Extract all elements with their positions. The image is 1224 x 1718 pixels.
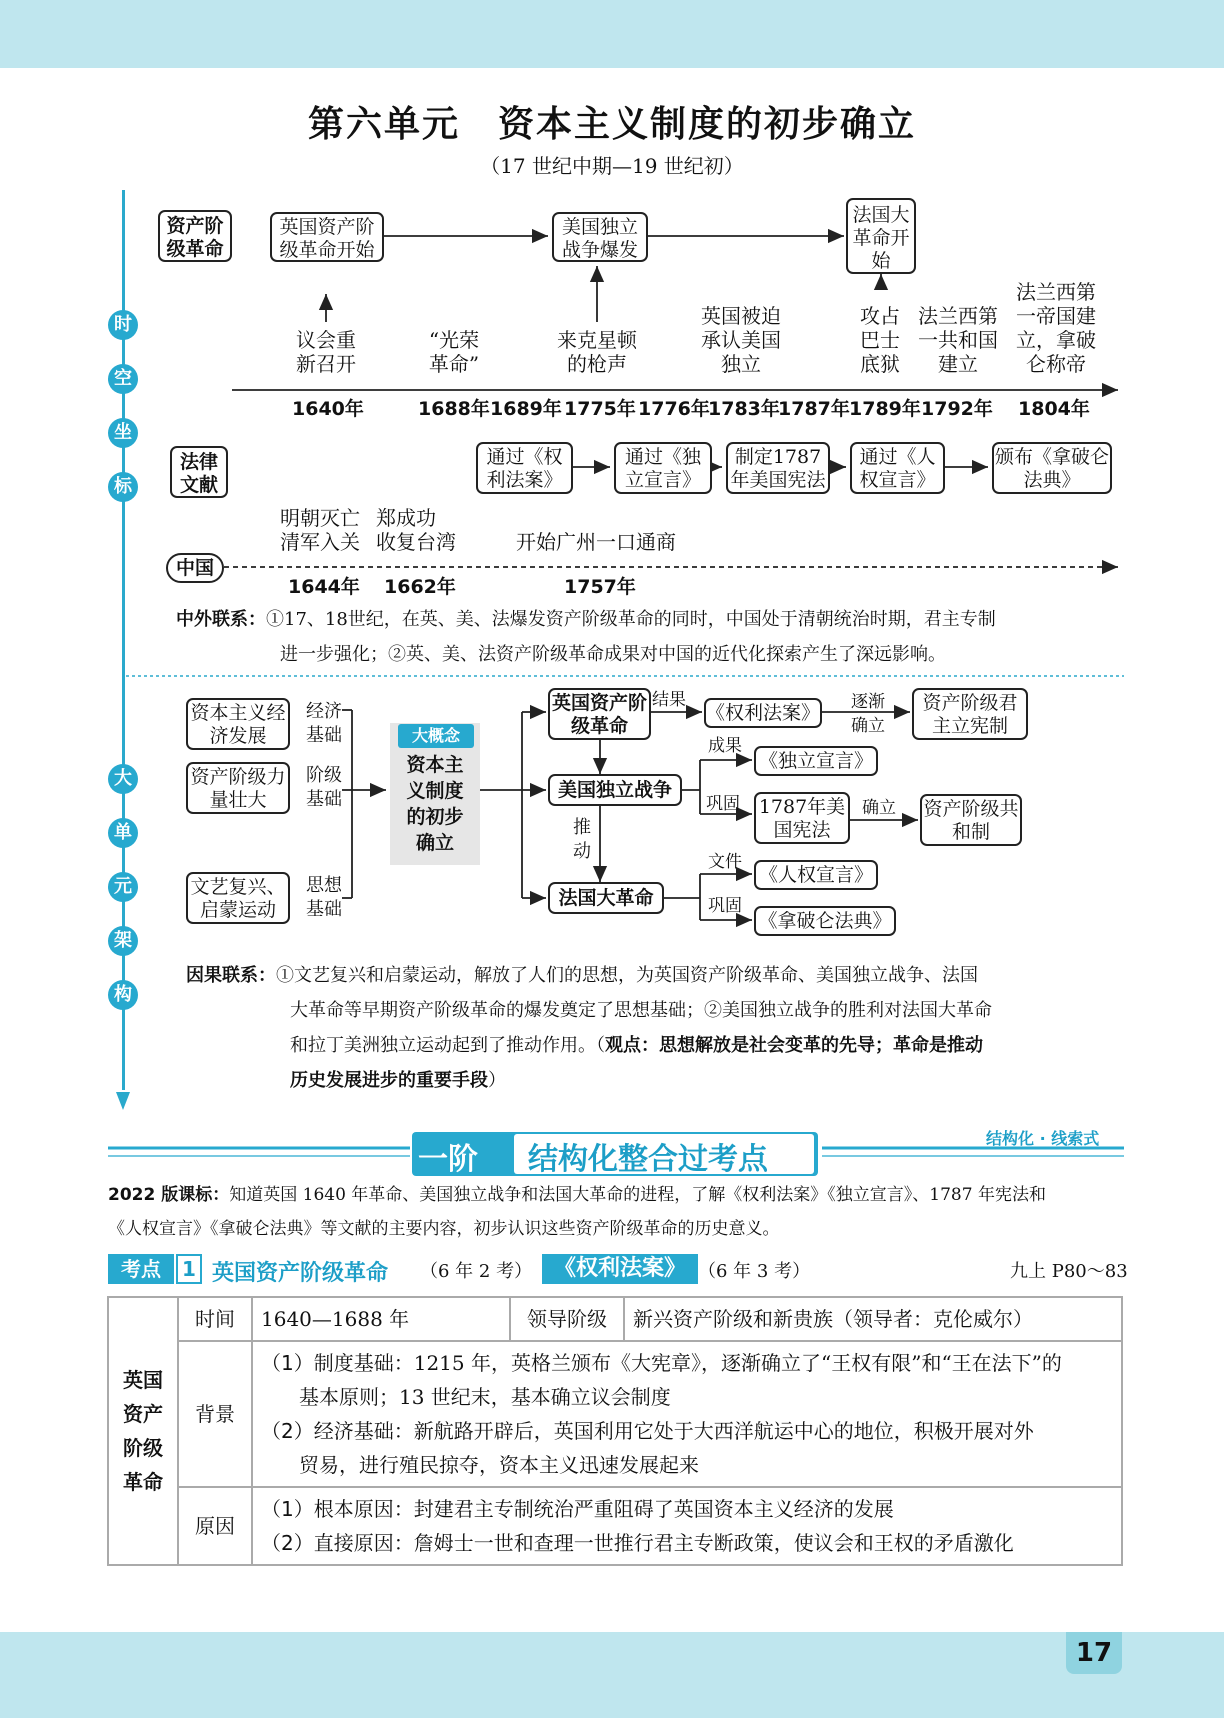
standard-text-1: 知道英国 1640 年革命、美国独立战争和法国大革命的进程，了解《权利法案》《独立宣言》、1787 年宪法和 [229, 1185, 1046, 1205]
edge-label: 巩固 [706, 794, 740, 814]
doc-box-text: 制定1787年美国宪法 [730, 446, 826, 491]
standard-text-2: 《人权宣言》《拿破仑法典》等文献的主要内容，初步认识这些资产阶级革命的历史意义。 [108, 1219, 780, 1239]
section-tagline: 结构化 · 线索式 [986, 1129, 1100, 1148]
page-number: 17 [1066, 1632, 1122, 1674]
link-text-2: 进一步强化；②英、美、法资产阶级革命成果对中国的近代化探索产生了深远影响。 [280, 644, 946, 665]
doc-box [992, 442, 1112, 494]
year-label: 1640年 [292, 398, 364, 420]
input-box-text: 文艺复兴、启蒙运动 [190, 876, 286, 921]
input-tag: 阶级基础 [306, 765, 342, 810]
big-concept-tag: 大概念 [398, 724, 474, 748]
china-event: 开始广州一口通商 [516, 530, 676, 554]
edge-label: 成果 [708, 736, 742, 756]
background-cell [252, 1341, 1122, 1487]
key-point-doc: 《权利法案》 [542, 1254, 698, 1284]
rights-of-man-node-text: 《人权宣言》 [758, 864, 873, 886]
french-revolution-box [846, 198, 916, 274]
side-label-char: 大 [108, 764, 138, 794]
english-revolution-node [548, 688, 651, 740]
cause2-key: （2）直接原因： [261, 1531, 414, 1555]
background-header: 背景 [178, 1341, 252, 1487]
push-label: 推动 [573, 817, 591, 862]
side-label-char: 元 [108, 872, 138, 902]
page-subtitle: （17 世纪中期—19 世纪初） [480, 154, 744, 178]
napoleonic-code-node [754, 906, 896, 936]
event-label: 来克星顿 的枪声 [557, 328, 637, 376]
input-box [186, 762, 290, 814]
french-revolution-node-text: 法国大革命 [558, 887, 654, 909]
declaration-node [754, 746, 878, 776]
doc-box [614, 442, 712, 494]
doc-box-text: 通过《人权宣言》 [859, 446, 936, 491]
documents-row-label-text: 法律文献 [179, 451, 218, 496]
row-header-cell [108, 1297, 178, 1565]
documents-row-label [170, 446, 228, 498]
year-label: 1792年 [921, 398, 993, 420]
year-label: 1776年 [638, 398, 710, 420]
year-label: 1775年 [564, 398, 636, 420]
link-text-1: ①17、18世纪，在英、美、法爆发资产阶级革命的同时，中国处于清朝统治时期，君主专制 [266, 609, 996, 630]
constitution-node [754, 792, 850, 844]
cause-line-3a: 和拉丁美洲独立运动起到了推动作用。（ [290, 1035, 605, 1056]
american-war-box-text: 美国独立战争爆发 [561, 216, 638, 261]
big-concept-text: 资本主义制度的初步确立 [406, 754, 464, 854]
time-header: 时间 [178, 1297, 252, 1341]
edge-label: 文件 [708, 852, 742, 872]
key-point-number: 1 [176, 1254, 202, 1284]
china-year: 1757年 [564, 576, 636, 598]
china-event: 郑成功 收复台湾 [376, 506, 456, 554]
cause1-value: 封建君主专制统治严重阻碍了英国资本主义经济的发展 [413, 1497, 894, 1521]
bg2-value-2: 贸易，进行殖民掠夺，资本主义迅速发展起来 [299, 1453, 699, 1477]
event-label: 议会重 新召开 [296, 328, 356, 376]
section-banner-stage: 一阶 [418, 1142, 478, 1177]
bg1-key: （1）制度基础： [261, 1351, 414, 1375]
american-war-node [548, 774, 682, 806]
china-label [166, 553, 224, 583]
republic-node-text: 资产阶级共和制 [923, 798, 1019, 843]
causal-link [186, 958, 1126, 1098]
american-war-node-text: 美国独立战争 [557, 779, 672, 801]
side-label-char: 构 [108, 980, 138, 1010]
year-label: 1689年 [490, 398, 562, 420]
constitutional-monarchy-node [912, 688, 1028, 740]
cause1-key: （1）根本原因： [261, 1497, 414, 1521]
edge-label: 确立 [862, 798, 896, 818]
section-banner-title: 结构化整合过考点 [528, 1142, 768, 1177]
china-year: 1662年 [384, 576, 456, 598]
page-title: 第六单元 资本主义制度的初步确立 [307, 104, 916, 145]
china-event: 明朝灭亡 清军入关 [280, 506, 360, 554]
cause2-value: 詹姆士一世和查理一世推行君主专断政策，使议会和王权的矛盾激化 [413, 1531, 1014, 1555]
cause-title: 因果联系： [186, 965, 276, 986]
china-label-text: 中国 [175, 557, 214, 579]
side-label-char: 标 [108, 472, 138, 502]
year-label: 1789年 [849, 398, 921, 420]
input-box-text: 资产阶级力量壮大 [190, 766, 286, 811]
input-box [186, 698, 290, 750]
textbook-reference: 九上 P80～83 [1010, 1261, 1128, 1282]
link-title: 中外联系： [176, 609, 266, 630]
revolution-row-label [158, 210, 232, 262]
event-label: 法兰西第 一帝国建 立，拿破 仑称帝 [1016, 280, 1096, 376]
cause-line-4: 历史发展进步的重要手段 [290, 1070, 488, 1091]
year-label: 1688年 [418, 398, 490, 420]
republic-node [920, 794, 1022, 846]
english-revolution-node-text: 英国资产阶级革命 [551, 692, 647, 737]
event-label: 法兰西第 一共和国 建立 [918, 304, 998, 376]
key-point-title: 英国资产阶级革命 [212, 1261, 389, 1286]
bill-of-rights-node [704, 698, 822, 728]
cause-line-1: ①文艺复兴和启蒙运动，解放了人们的思想，为英国资产阶级革命、美国独立战争、法国 [276, 965, 978, 986]
doc-box-text: 颁布《拿破仑法典》 [994, 446, 1109, 491]
napoleonic-code-node-text: 《拿破仑法典》 [758, 910, 892, 932]
doc-box [476, 442, 573, 494]
cause-line-3b: 观点：思想解放是社会变革的先导；革命是推动 [605, 1035, 983, 1056]
lead-value: 新兴资产阶级和新贵族（领导者：克伦威尔） [624, 1297, 1122, 1341]
doc-box [850, 442, 945, 494]
side-label-char: 架 [108, 926, 138, 956]
year-label: 1783年 [708, 398, 780, 420]
bg1-value-2: 基本原则；13 世纪末，基本确立议会制度 [299, 1385, 671, 1409]
key-point-frequency: （6 年 3 考） [698, 1261, 811, 1282]
american-war-box [552, 212, 648, 262]
bg2-value: 新航路开辟后，英国利用它处于大西洋航运中心的地位，积极开展对外 [413, 1419, 1034, 1443]
cause-cell [252, 1487, 1122, 1565]
doc-box [726, 442, 830, 494]
french-revolution-box-text: 法国大革命开始 [852, 204, 910, 272]
side-label-char: 空 [108, 364, 138, 394]
side-label-char: 时 [108, 310, 138, 340]
edge-label: 结果 [652, 690, 686, 710]
time-value: 1640—1688 年 [252, 1297, 510, 1341]
english-revolution-box-text: 英国资产阶级革命开始 [279, 216, 375, 261]
event-label: “光荣 革命” [428, 328, 480, 376]
year-label: 1787年 [778, 398, 850, 420]
doc-box-text: 通过《权利法案》 [486, 446, 563, 491]
input-tag: 思想基础 [306, 875, 342, 920]
key-point-table [107, 1296, 1123, 1566]
english-revolution-box [270, 212, 384, 262]
side-label-char: 坐 [108, 418, 138, 448]
bg2-key: （2）经济基础： [261, 1419, 414, 1443]
declaration-node-text: 《独立宣言》 [758, 750, 873, 772]
french-revolution-node [548, 882, 664, 914]
edge-label: 巩固 [708, 896, 742, 916]
constitution-node-text: 1787年美国宪法 [758, 796, 846, 841]
revolution-row-label-text: 资产阶级革命 [166, 215, 224, 260]
input-tag: 经济基础 [306, 701, 342, 746]
china-year: 1644年 [288, 576, 360, 598]
cause-line-2: 大革命等早期资产阶级革命的爆发奠定了思想基础；②美国独立战争的胜利对法国大革命 [290, 1000, 992, 1021]
input-box [186, 872, 290, 924]
row-header: 英国资产阶级革命 [123, 1368, 163, 1494]
input-box-text: 资本主义经济发展 [190, 702, 286, 747]
event-label: 英国被迫 承认美国 独立 [701, 304, 781, 376]
constitutional-monarchy-node-text: 资产阶级君主立宪制 [922, 692, 1018, 737]
doc-box-text: 通过《独立宣言》 [624, 446, 701, 491]
bg1-value: 1215 年，英格兰颁布《大宪章》，逐渐确立了“王权有限”和“王在法下”的 [413, 1351, 1062, 1375]
cause-header: 原因 [178, 1487, 252, 1565]
side-label-char: 单 [108, 818, 138, 848]
sino-foreign-link [176, 602, 1126, 672]
event-label: 攻占 巴士 底狱 [860, 304, 900, 376]
cause-line-4-end: ） [488, 1070, 506, 1091]
standard-label: 2022 版课标： [108, 1185, 230, 1205]
curriculum-standard [108, 1178, 1124, 1246]
key-point-tag: 考点 [108, 1254, 174, 1284]
rights-of-man-node [754, 860, 878, 890]
lead-header: 领导阶级 [510, 1297, 624, 1341]
year-label: 1804年 [1018, 398, 1090, 420]
edge-label: 逐渐确立 [851, 692, 885, 736]
bill-of-rights-node-text: 《权利法案》 [706, 702, 821, 724]
key-point-frequency: （6 年 2 考） [420, 1261, 533, 1282]
